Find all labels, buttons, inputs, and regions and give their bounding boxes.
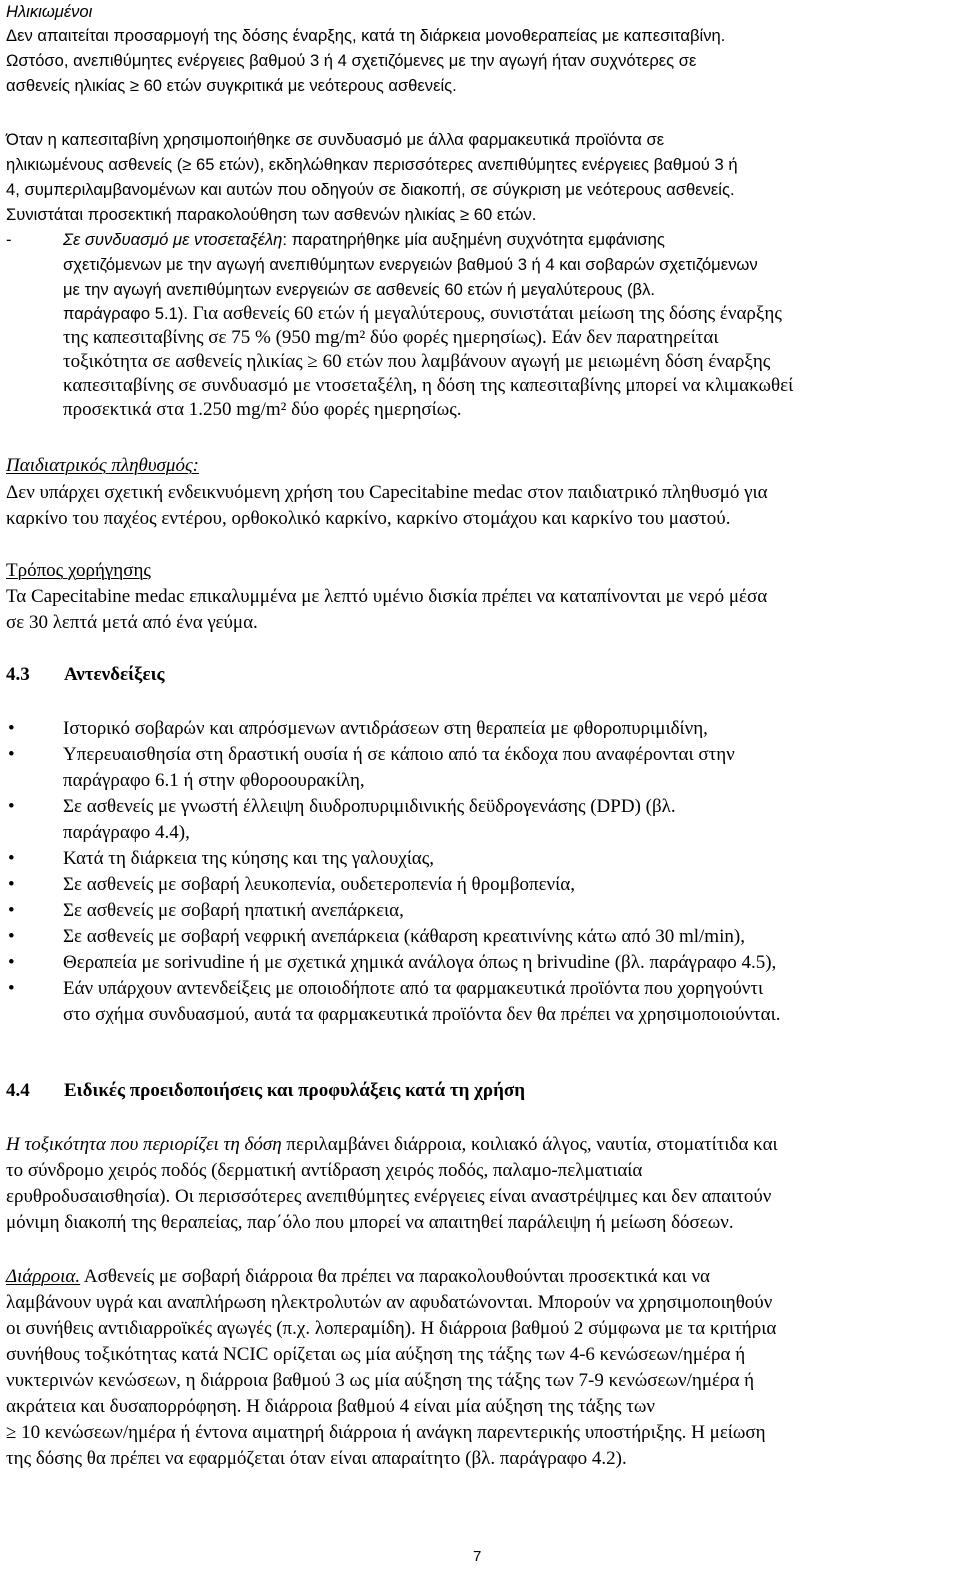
elderly-mono-line-2: Ωστόσο, ανεπιθύμητες ενέργειες βαθμού 3 ή 4 σχετιζόμενες με την αγωγή ήταν συχνότερες σε — [6, 51, 697, 70]
docetaxel-line-8: προσεκτικά στα 1.250 mg/m² δύο φορές ημερησίως. — [63, 399, 462, 420]
page-number: 7 — [473, 1548, 482, 1565]
contraindication-item — [6, 874, 954, 900]
docetaxel-dash: - — [6, 230, 12, 249]
contraindication-text: Εάν υπάρχουν αντενδείξεις με οποιοδήποτε από τα φαρμακευτικά προϊόντα που χορηγούντι — [63, 978, 764, 999]
diarrhea-line-1 — [6, 1266, 710, 1288]
contraindication-item — [6, 952, 954, 978]
docetaxel-line-5: της καπεσιταβίνης σε 75 % (950 mg/m² δύο φορές ημερησίως). Εάν δεν παρατηρείται — [63, 327, 719, 348]
contraindication-text: Υπερευαισθησία στη δραστική ουσία ή σε κάποιο από τα έκδοχα που αναφέρονται στην — [63, 744, 735, 765]
diarrhea-line-5: νυκτερινών κενώσεων, η διάρροια βαθμού 3 ως μία αύξηση της τάξης των 7-9 κενώσεων/ημέρα ή — [6, 1370, 755, 1391]
bullet-icon: • — [8, 926, 15, 947]
toxicity-line-4: μόνιμη διακοπή της θεραπείας, παρ΄όλο που μπορεί να απαιτηθεί παράλειψη ή μείωση δόσεων. — [6, 1212, 734, 1233]
diarrhea-line-3: οι συνήθεις αντιδιαρροϊκές αγωγές (π.χ. λοπεραμίδη). Η διάρροια βαθμού 2 σύμφωνα με τα κριτήρια — [6, 1318, 777, 1339]
diarrhea-line-4: συνήθους τοξικότητας κατά NCIC ορίζεται ως μία αύξηση της τάξης των 4-6 κενώσεων/ημέρα ή — [6, 1344, 746, 1365]
contraindication-text: Σε ασθενείς με γνωστή έλλειψη διυδροπυριμιδινικής δεϋδρογενάσης (DPD) (βλ. — [63, 796, 676, 817]
elderly-combo-line-2: ηλικιωμένους ασθενείς (≥ 65 ετών), εκδηλώθηκαν περισσότερες ανεπιθύμητες ενέργειες βαθμού 3 ή — [6, 155, 738, 174]
bullet-icon: • — [8, 796, 15, 817]
bullet-icon: • — [8, 952, 15, 973]
elderly-mono-line-3: ασθενείς ηλικίας ≥ 60 ετών συγκριτικά με νεότερους ασθενείς. — [6, 76, 457, 95]
docetaxel-line-3: με την αγωγή ανεπιθύμητων ενεργειών σε ασθενείς 60 ετών ή μεγαλύτερους (βλ. — [63, 280, 656, 299]
pediatric-line-1: Δεν υπάρχει σχετική ενδεικνυόμενη χρήση του Capecitabine medac στον παιδιατρικό πληθυσμό για — [6, 482, 768, 503]
section-4-3-title: Αντενδείξεις — [64, 664, 165, 685]
pediatric-line-2: καρκίνο του παχέος εντέρου, ορθοκολικό καρκίνο, καρκίνο στομάχου και καρκίνο του μαστού. — [6, 508, 731, 529]
administration-line-1: Τα Capecitabine medac επικαλυμμένα με λεπτό υμένιο δισκία πρέπει να καταπίνονται με νερό μέσα — [6, 586, 768, 607]
diarrhea-line-7: ≥ 10 κενώσεων/ημέρα ή έντονα αιματηρή διάρροια ή ανάγκη παρεντερικής υποστήριξης. Η μείωση — [6, 1422, 766, 1443]
elderly-combo-line-1: Όταν η καπεσιταβίνη χρησιμοποιήθηκε σε συνδυασμό με άλλα φαρμακευτικά προϊόντα σε — [6, 130, 665, 149]
section-4-4-title: Ειδικές προειδοποιήσεις και προφυλάξεις κατά τη χρήση — [64, 1080, 525, 1101]
docetaxel-line-7: καπεσιταβίνης σε συνδυασμό με ντοσεταξέλη, η δόση της καπεσιταβίνης μπορεί να κλιμακωθεί — [63, 375, 794, 396]
docetaxel-mixed-serif: Για ασθενείς 60 ετών ή μεγαλύτερους, συνιστάται μείωση της δόσης έναρξης — [187, 303, 782, 324]
toxicity-line-2: το σύνδρομο χειρός ποδός (δερματική αντίδραση χειρός ποδός, παλαμο-πελματιαία — [6, 1160, 643, 1181]
contraindication-text: Ιστορικό σοβαρών και απρόσμενων αντιδράσεων στη θεραπεία με φθοροπυριμιδίνη, — [63, 718, 708, 739]
contraindication-item — [6, 926, 954, 952]
elderly-combo-line-4: Συνιστάται προσεκτική παρακολούθηση των ασθενών ηλικίας ≥ 60 ετών. — [6, 205, 537, 224]
bullet-icon: • — [8, 744, 15, 765]
pediatric-heading: Παιδιατρικός πληθυσμός: — [6, 455, 200, 476]
diarrhea-first-rest: Ασθενείς με σοβαρή διάρροια θα πρέπει να παρακολουθούνται προσεκτικά και να — [80, 1266, 710, 1287]
section-4-3-heading — [6, 664, 954, 692]
contraindication-text-cont: στο σχήμα συνδυασμού, αυτά τα φαρμακευτικά προϊόντα δεν θα πρέπει να χρησιμοποιούνται. — [63, 1004, 781, 1025]
contraindication-item — [6, 744, 954, 796]
diarrhea-line-2: λαμβάνουν υγρά και αναπλήρωση ηλεκτρολυτών αν αφυδατώνονται. Μπορούν να χρησιμοποιηθούν — [6, 1292, 773, 1313]
toxicity-label: Η τοξικότητα που περιορίζει τη δόση — [6, 1134, 282, 1155]
bullet-icon: • — [8, 718, 15, 739]
administration-line-2: σε 30 λεπτά μετά από ένα γεύμα. — [6, 612, 258, 633]
bullet-icon: • — [8, 900, 15, 921]
docetaxel-line-6: τοξικότητα σε ασθενείς ηλικίας ≥ 60 ετών που λαμβάνουν αγωγή με μειωμένη δόση έναρξης — [63, 351, 771, 372]
contraindication-text: Θεραπεία με sorivudine ή με σχετικά χημικά ανάλογα όπως η brivudine (βλ. παράγραφο 4.5), — [63, 952, 777, 973]
toxicity-first-rest: περιλαμβάνει διάρροια, κοιλιακό άλγος, ναυτία, στοματίτιδα και — [281, 1134, 778, 1155]
contraindication-text-cont: παράγραφο 4.4), — [63, 822, 190, 843]
bullet-icon: • — [8, 874, 15, 895]
diarrhea-label: Διάρροια. — [6, 1266, 81, 1287]
docetaxel-first-line — [63, 230, 665, 250]
contraindication-item — [6, 718, 954, 744]
contraindication-text: Σε ασθενείς με σοβαρή λευκοπενία, ουδετεροπενία ή θρομβοπενία, — [63, 874, 575, 895]
diarrhea-line-6: ακράτεια και δυσαπορρόφηση. Η διάρροια βαθμού 4 είναι μία αύξηση της τάξης των — [6, 1396, 655, 1417]
contraindication-item — [6, 978, 954, 1030]
elderly-heading: Ηλικιωμένοι — [6, 2, 93, 21]
contraindication-item — [6, 848, 954, 874]
contraindication-text: Σε ασθενείς με σοβαρή νεφρική ανεπάρκεια (κάθαρση κρεατινίνης κάτω από 30 ml/min), — [63, 926, 745, 947]
section-4-3-number: 4.3 — [6, 664, 30, 685]
docetaxel-first-rest: : παρατηρήθηκε μία αυξημένη συχνότητα εμφάνισης — [282, 230, 665, 249]
section-4-4-number: 4.4 — [6, 1080, 30, 1101]
contraindication-text-cont: παράγραφο 6.1 ή στην φθοροουρακίλη, — [63, 770, 365, 791]
bullet-icon: • — [8, 848, 15, 869]
elderly-mono-line-1: Δεν απαιτείται προσαρμογή της δόσης έναρξης, κατά τη διάρκεια μονοθεραπείας με καπεσιταβίνη. — [6, 26, 726, 45]
docetaxel-line-2: σχετιζόμενων με την αγωγή ανεπιθύμητων ενεργειών βαθμού 3 ή 4 και σοβαρών σχετιζόμενων — [63, 255, 758, 274]
contraindication-text: Κατά τη διάρκεια της κύησης και της γαλουχίας, — [63, 848, 435, 869]
section-4-4-heading — [6, 1080, 954, 1108]
diarrhea-line-8: της δόσης θα πρέπει να εφαρμόζεται όταν είναι απαραίτητο (βλ. παράγραφο 4.2). — [6, 1448, 627, 1469]
contraindication-item — [6, 900, 954, 926]
elderly-combo-line-3: 4, συμπεριλαμβανομένων και αυτών που οδηγούν σε διακοπή, σε σύγκριση με νεότερους ασθενείς. — [6, 180, 735, 199]
docetaxel-line-4 — [63, 303, 782, 325]
contraindication-item — [6, 796, 954, 848]
administration-heading: Τρόπος χορήγησης — [6, 560, 151, 581]
toxicity-line-3: ερυθροδυσαισθησία). Οι περισσότερες ανεπιθύμητες ενέργειες είναι αναστρέψιμες και δεν απαιτούν — [6, 1186, 772, 1207]
docetaxel-label: Σε συνδυασμό με ντοσεταξέλη — [63, 230, 283, 249]
docetaxel-mixed-sans: παράγραφο 5.1). — [63, 304, 188, 323]
bullet-icon: • — [8, 978, 15, 999]
toxicity-line-1 — [6, 1134, 778, 1156]
contraindication-text: Σε ασθενείς με σοβαρή ηπατική ανεπάρκεια, — [63, 900, 404, 921]
